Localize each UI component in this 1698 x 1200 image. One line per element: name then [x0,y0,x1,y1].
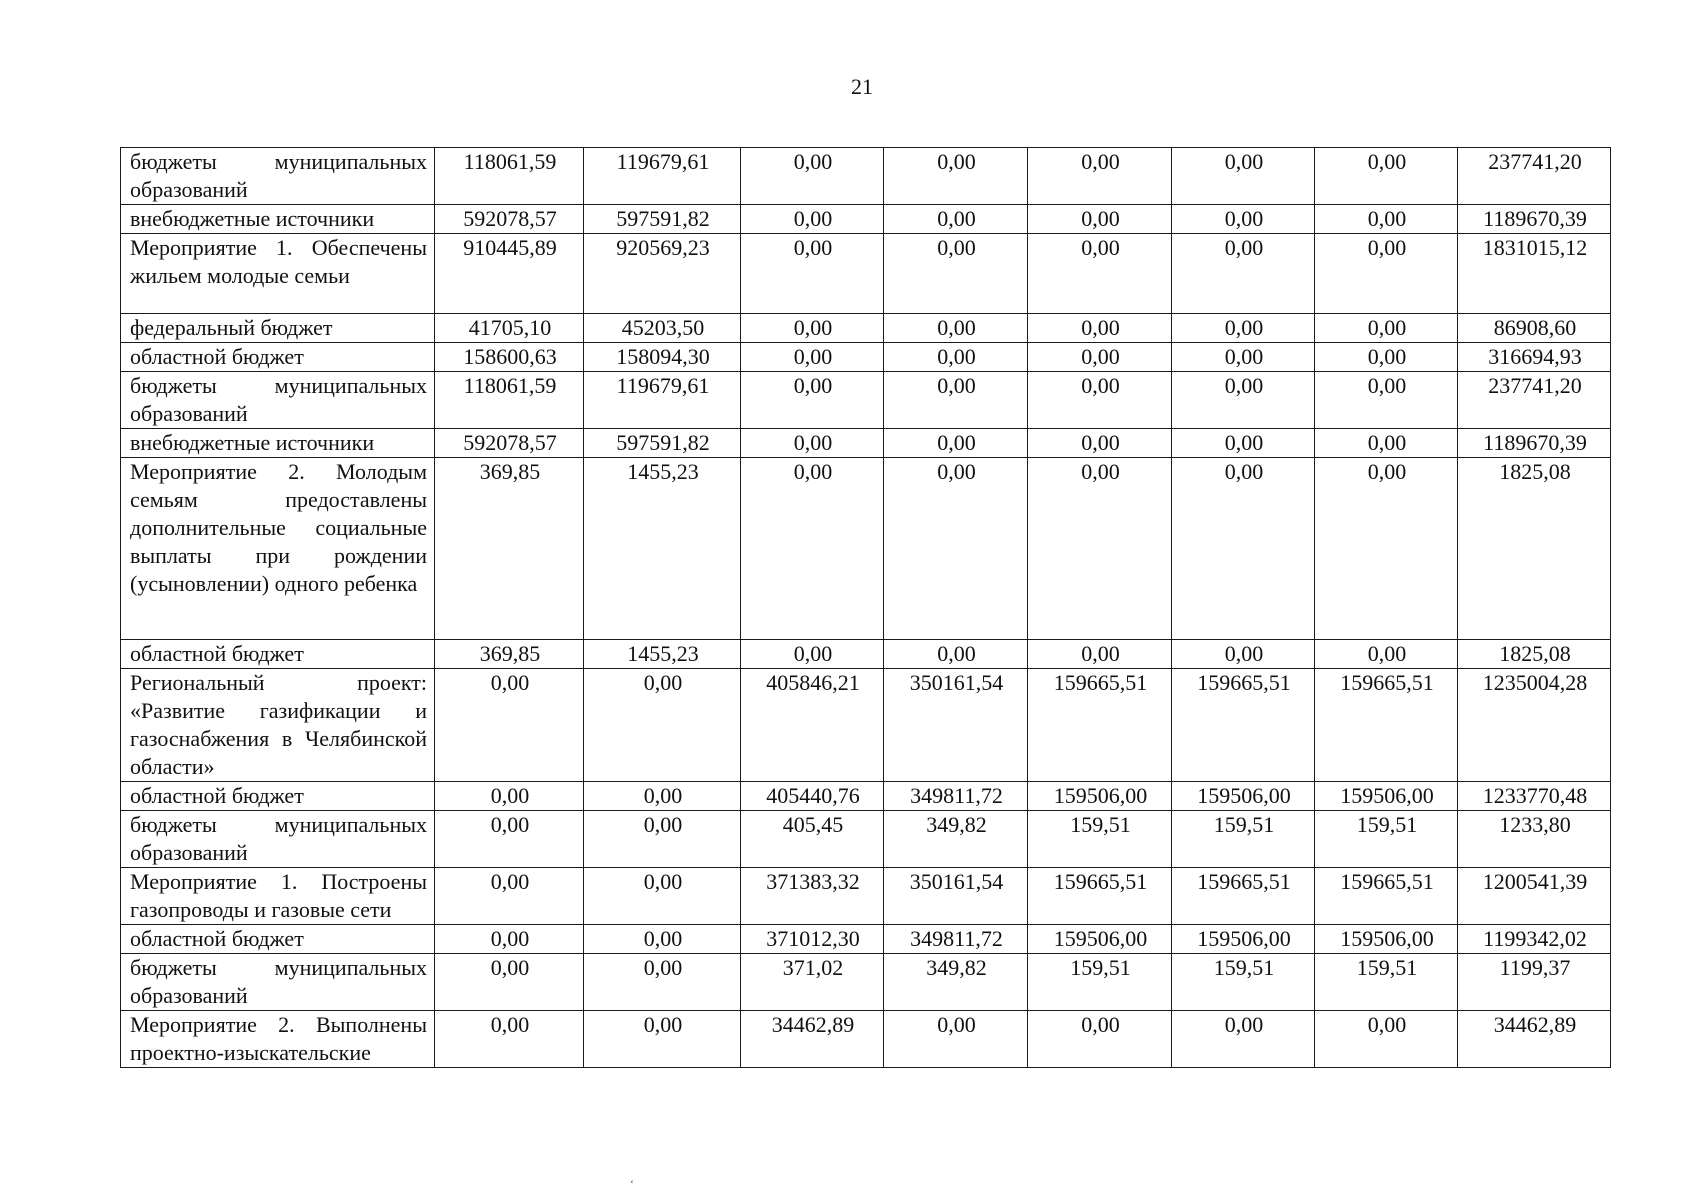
value-cell: 0,00 [1028,314,1172,343]
value-cell: 118061,59 [435,372,584,429]
value-cell: 159665,51 [1315,868,1458,925]
row-label: областной бюджет [121,925,435,954]
value-cell: 0,00 [1315,429,1458,458]
value-cell: 86908,60 [1458,314,1611,343]
value-cell: 119679,61 [584,148,741,205]
value-cell: 0,00 [1172,314,1315,343]
value-cell: 118061,59 [435,148,584,205]
row-label: бюджеты муниципальных образований [121,954,435,1011]
value-cell: 158600,63 [435,343,584,372]
row-label: федеральный бюджет [121,314,435,343]
value-cell: 0,00 [884,343,1028,372]
row-label: внебюджетные источники [121,205,435,234]
value-cell: 0,00 [884,1011,1028,1068]
value-cell: 159665,51 [1028,868,1172,925]
table-row [121,925,1611,954]
table-row [121,429,1611,458]
value-cell: 0,00 [884,234,1028,314]
value-cell: 920569,23 [584,234,741,314]
value-cell: 316694,93 [1458,343,1611,372]
value-cell: 350161,54 [884,868,1028,925]
value-cell: 0,00 [884,314,1028,343]
value-cell: 0,00 [1315,1011,1458,1068]
value-cell: 405,45 [741,811,884,868]
value-cell: 158094,30 [584,343,741,372]
value-cell: 349,82 [884,954,1028,1011]
row-label: Мероприятие 2. Молодым семьям предоставлены дополнительные социальные выплаты при рождении (усыновлении) одного ребенка [121,458,435,640]
value-cell: 0,00 [741,343,884,372]
value-cell: 1199342,02 [1458,925,1611,954]
value-cell: 0,00 [584,669,741,782]
value-cell: 159,51 [1028,811,1172,868]
value-cell: 597591,82 [584,205,741,234]
value-cell: 159506,00 [1172,782,1315,811]
value-cell: 0,00 [435,669,584,782]
row-label: областной бюджет [121,640,435,669]
value-cell: 0,00 [1172,372,1315,429]
value-cell: 159506,00 [1028,925,1172,954]
value-cell: 159665,51 [1028,669,1172,782]
value-cell: 0,00 [1172,458,1315,640]
value-cell: 0,00 [435,811,584,868]
value-cell: 159506,00 [1172,925,1315,954]
value-cell: 0,00 [741,205,884,234]
value-cell: 0,00 [1172,343,1315,372]
value-cell: 0,00 [1172,1011,1315,1068]
value-cell: 371383,32 [741,868,884,925]
value-cell: 0,00 [435,954,584,1011]
value-cell: 0,00 [584,811,741,868]
value-cell: 159506,00 [1315,925,1458,954]
value-cell: 0,00 [741,640,884,669]
value-cell: 34462,89 [741,1011,884,1068]
row-label: внебюджетные источники [121,429,435,458]
value-cell: 159,51 [1172,811,1315,868]
value-cell: 0,00 [1028,234,1172,314]
value-cell: 0,00 [1315,458,1458,640]
value-cell: 0,00 [435,782,584,811]
value-cell: 1455,23 [584,640,741,669]
value-cell: 0,00 [741,148,884,205]
value-cell: 0,00 [1028,458,1172,640]
value-cell: 1455,23 [584,458,741,640]
row-label: областной бюджет [121,782,435,811]
value-cell: 0,00 [1172,205,1315,234]
value-cell: 0,00 [1028,372,1172,429]
value-cell: 1200541,39 [1458,868,1611,925]
value-cell: 1235004,28 [1458,669,1611,782]
value-cell: 0,00 [1028,148,1172,205]
table-row [121,372,1611,429]
value-cell: 1233,80 [1458,811,1611,868]
value-cell: 0,00 [584,925,741,954]
value-cell: 0,00 [1315,148,1458,205]
value-cell: 0,00 [1172,148,1315,205]
value-cell: 0,00 [1028,205,1172,234]
table-row [121,458,1611,640]
value-cell: 0,00 [1028,429,1172,458]
value-cell: 405440,76 [741,782,884,811]
value-cell: 159665,51 [1172,669,1315,782]
value-cell: 159,51 [1315,954,1458,1011]
table-row [121,640,1611,669]
value-cell: 371,02 [741,954,884,1011]
value-cell: 159506,00 [1028,782,1172,811]
value-cell: 1825,08 [1458,458,1611,640]
value-cell: 349811,72 [884,925,1028,954]
value-cell: 0,00 [1315,234,1458,314]
value-cell: 237741,20 [1458,148,1611,205]
row-label: областной бюджет [121,343,435,372]
value-cell: 159,51 [1172,954,1315,1011]
row-label: бюджеты муниципальных образований [121,372,435,429]
value-cell: 0,00 [584,954,741,1011]
table-row [121,314,1611,343]
value-cell: 0,00 [884,640,1028,669]
value-cell: 369,85 [435,458,584,640]
value-cell: 349811,72 [884,782,1028,811]
value-cell: 910445,89 [435,234,584,314]
value-cell: 0,00 [1028,343,1172,372]
value-cell: 0,00 [741,234,884,314]
value-cell: 350161,54 [884,669,1028,782]
value-cell: 0,00 [1172,640,1315,669]
table-row [121,234,1611,314]
value-cell: 371012,30 [741,925,884,954]
value-cell: 0,00 [584,782,741,811]
scan-speck: ʻ [630,1177,634,1191]
value-cell: 0,00 [1028,640,1172,669]
value-cell: 0,00 [435,925,584,954]
table-row [121,782,1611,811]
row-label: Мероприятие 2. Выполнены проектно-изыскательские [121,1011,435,1068]
value-cell: 1189670,39 [1458,429,1611,458]
value-cell: 0,00 [884,458,1028,640]
value-cell: 159665,51 [1315,669,1458,782]
value-cell: 0,00 [1315,343,1458,372]
value-cell: 45203,50 [584,314,741,343]
value-cell: 119679,61 [584,372,741,429]
value-cell: 0,00 [1315,640,1458,669]
row-label: бюджеты муниципальных образований [121,811,435,868]
table-row [121,205,1611,234]
value-cell: 0,00 [884,205,1028,234]
value-cell: 0,00 [584,1011,741,1068]
value-cell: 0,00 [1315,205,1458,234]
value-cell: 159,51 [1315,811,1458,868]
table-row [121,1011,1611,1068]
budget-table-body [121,148,1611,1068]
table-row [121,148,1611,205]
value-cell: 0,00 [1028,1011,1172,1068]
value-cell: 159,51 [1028,954,1172,1011]
page-number: 21 [851,74,873,99]
value-cell: 1831015,12 [1458,234,1611,314]
value-cell: 0,00 [884,148,1028,205]
value-cell: 0,00 [1172,429,1315,458]
value-cell: 592078,57 [435,205,584,234]
row-label: Мероприятие 1. Обеспечены жильем молодые семьи [121,234,435,314]
value-cell: 0,00 [1172,234,1315,314]
value-cell: 1233770,48 [1458,782,1611,811]
value-cell: 159506,00 [1315,782,1458,811]
value-cell: 0,00 [435,868,584,925]
value-cell: 0,00 [741,314,884,343]
value-cell: 237741,20 [1458,372,1611,429]
row-label: Региональный проект: «Развитие газификации и газоснабжения в Челябинской области» [121,669,435,782]
value-cell: 349,82 [884,811,1028,868]
value-cell: 405846,21 [741,669,884,782]
value-cell: 1189670,39 [1458,205,1611,234]
value-cell: 0,00 [884,429,1028,458]
value-cell: 1825,08 [1458,640,1611,669]
value-cell: 41705,10 [435,314,584,343]
row-label: бюджеты муниципальных образований [121,148,435,205]
value-cell: 0,00 [741,372,884,429]
value-cell: 1199,37 [1458,954,1611,1011]
row-label: Мероприятие 1. Построены газопроводы и газовые сети [121,868,435,925]
value-cell: 0,00 [884,372,1028,429]
value-cell: 34462,89 [1458,1011,1611,1068]
value-cell: 0,00 [584,868,741,925]
budget-table [120,147,1611,1068]
value-cell: 159665,51 [1172,868,1315,925]
value-cell: 0,00 [741,429,884,458]
value-cell: 0,00 [1315,372,1458,429]
value-cell: 369,85 [435,640,584,669]
table-row [121,343,1611,372]
value-cell: 597591,82 [584,429,741,458]
table-row [121,669,1611,782]
value-cell: 0,00 [1315,314,1458,343]
table-row [121,868,1611,925]
value-cell: 0,00 [435,1011,584,1068]
table-row [121,811,1611,868]
value-cell: 0,00 [741,458,884,640]
value-cell: 592078,57 [435,429,584,458]
table-row [121,954,1611,1011]
